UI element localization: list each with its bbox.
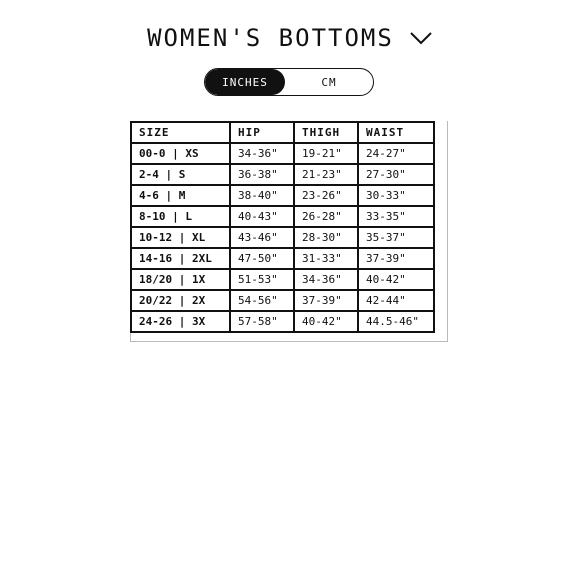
thigh-cell: 23-26" [294, 185, 358, 206]
hip-cell: 47-50" [230, 248, 294, 269]
size-cell: 24-26 | 3X [131, 311, 230, 332]
hip-cell: 34-36" [230, 143, 294, 164]
waist-cell: 40-42" [358, 269, 434, 290]
table-row [131, 143, 434, 164]
table-row [131, 185, 434, 206]
column-header: HIP [230, 122, 294, 143]
unit-option-cm[interactable]: CM [321, 75, 337, 89]
size-cell: 8-10 | L [131, 206, 230, 227]
hip-cell: 54-56" [230, 290, 294, 311]
hip-cell: 36-38" [230, 164, 294, 185]
hip-cell: 40-43" [230, 206, 294, 227]
thigh-cell: 26-28" [294, 206, 358, 227]
size-cell: 4-6 | M [131, 185, 230, 206]
thigh-cell: 40-42" [294, 311, 358, 332]
hip-cell: 43-46" [230, 227, 294, 248]
thigh-cell: 34-36" [294, 269, 358, 290]
waist-cell: 24-27" [358, 143, 434, 164]
thigh-cell: 21-23" [294, 164, 358, 185]
table-row [131, 290, 434, 311]
table-row [131, 164, 434, 185]
thigh-cell: 28-30" [294, 227, 358, 248]
thigh-cell: 37-39" [294, 290, 358, 311]
chevron-down-icon[interactable] [409, 30, 433, 46]
thigh-cell: 19-21" [294, 143, 358, 164]
size-cell: 2-4 | S [131, 164, 230, 185]
waist-cell: 33-35" [358, 206, 434, 227]
size-cell: 20/22 | 2X [131, 290, 230, 311]
waist-cell: 42-44" [358, 290, 434, 311]
column-header: SIZE [131, 122, 230, 143]
waist-cell: 30-33" [358, 185, 434, 206]
table-row [131, 311, 434, 332]
size-chart-table [130, 121, 435, 333]
hip-cell: 51-53" [230, 269, 294, 290]
waist-cell: 27-30" [358, 164, 434, 185]
column-header: WAIST [358, 122, 434, 143]
table-row [131, 269, 434, 290]
page-title: WOMEN'S BOTTOMS [147, 24, 394, 52]
unit-toggle[interactable] [204, 68, 374, 96]
table-row [131, 206, 434, 227]
size-cell: 18/20 | 1X [131, 269, 230, 290]
waist-cell: 35-37" [358, 227, 434, 248]
hip-cell: 57-58" [230, 311, 294, 332]
unit-option-inches[interactable]: INCHES [205, 69, 285, 95]
hip-cell: 38-40" [230, 185, 294, 206]
table-header-row [131, 122, 434, 143]
size-cell: 14-16 | 2XL [131, 248, 230, 269]
table-row [131, 227, 434, 248]
waist-cell: 37-39" [358, 248, 434, 269]
table-row [131, 248, 434, 269]
thigh-cell: 31-33" [294, 248, 358, 269]
size-cell: 00-0 | XS [131, 143, 230, 164]
title-dropdown[interactable] [0, 24, 580, 52]
size-cell: 10-12 | XL [131, 227, 230, 248]
column-header: THIGH [294, 122, 358, 143]
waist-cell: 44.5-46" [358, 311, 434, 332]
